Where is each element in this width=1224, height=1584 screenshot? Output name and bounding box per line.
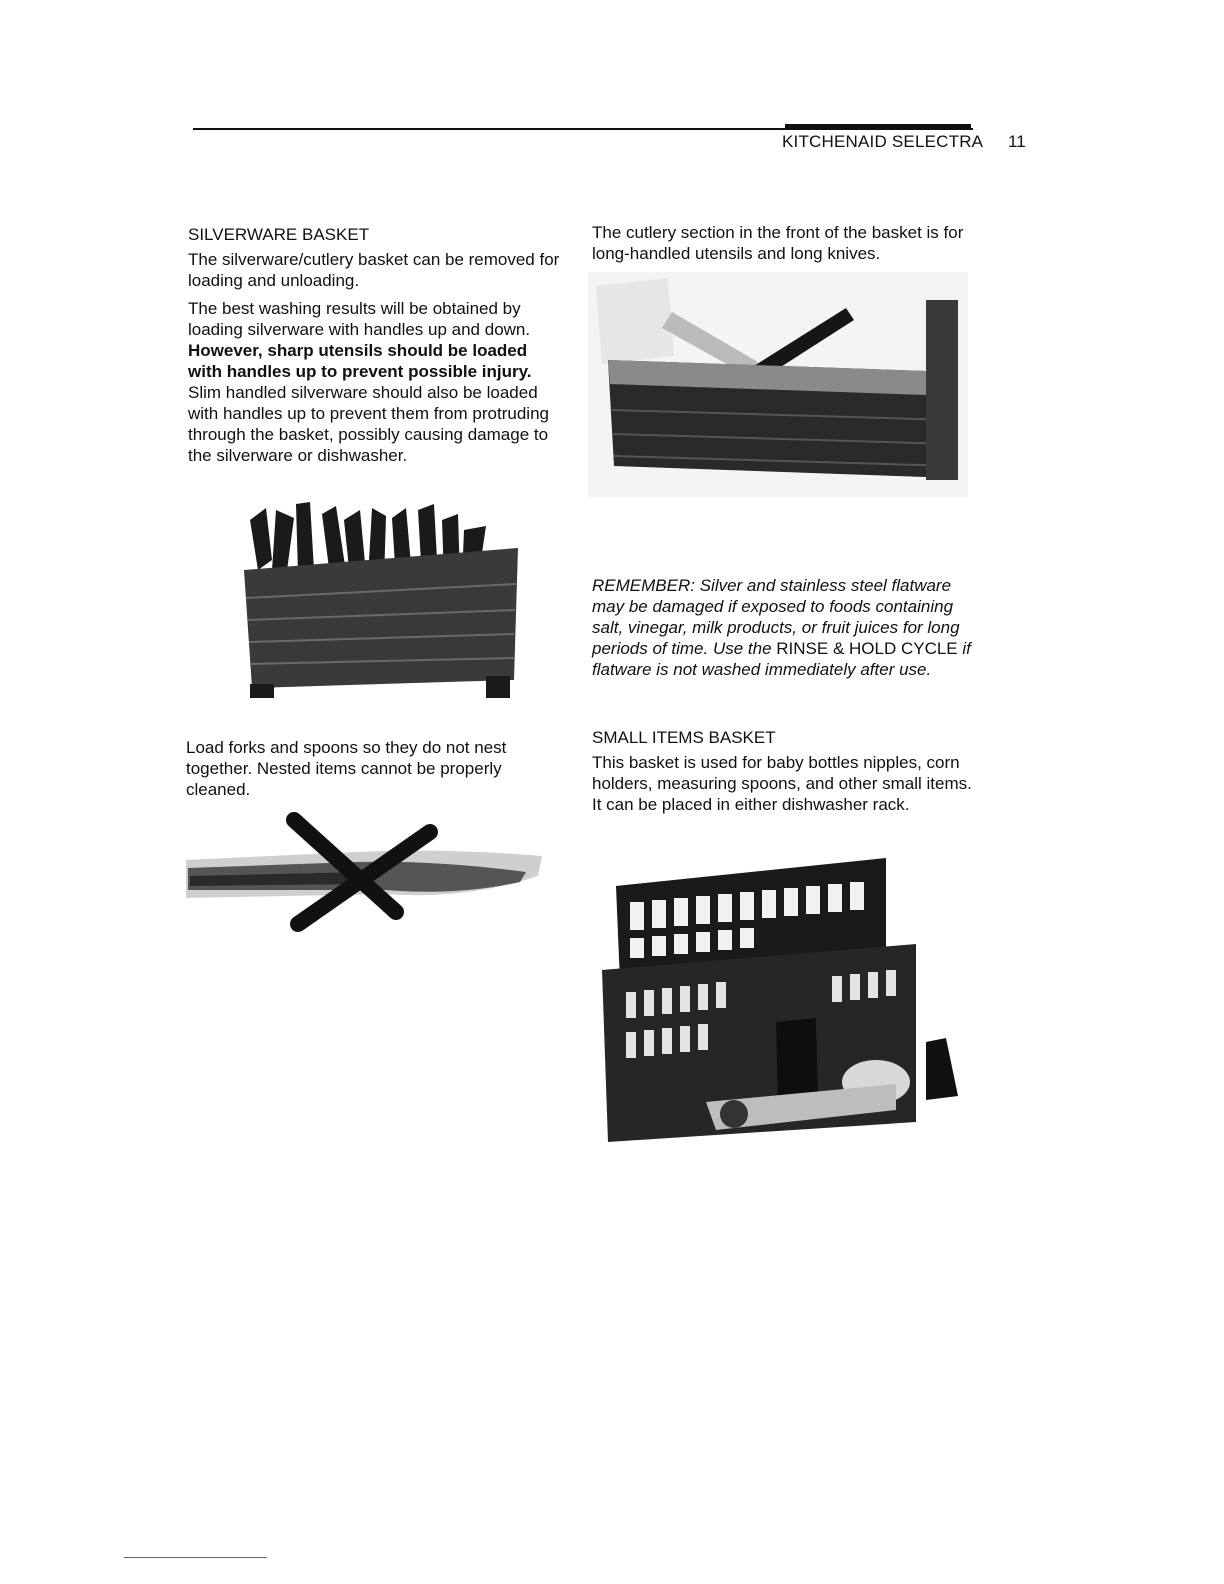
remember-label: REMEMBER: (592, 576, 695, 595)
cutlery-basket-photo (588, 272, 968, 497)
load-section (186, 737, 561, 807)
small-items-basket-photo (596, 852, 968, 1152)
small-items-heading: SMALL ITEMS BASKET (592, 728, 776, 747)
cutlery-section (592, 222, 972, 271)
remember-text-a: Silver and stainless steel flatware may be damaged if exposed to foods containing salt, vinegar, milk products, or fruit juices for long periods of time. Use the (592, 576, 960, 658)
para2-warning: However, sharp utensils should be loaded with handles up to prevent possible injury. (188, 341, 532, 381)
silverware-para1: The silverware/cutlery basket can be removed for loading and unloading. (188, 250, 560, 290)
page-number: 11 (1008, 132, 1026, 151)
silverware-heading: SILVERWARE BASKET (188, 225, 370, 244)
para2-start: The best washing results will be obtained by loading silverware with handles up and down. (188, 299, 531, 339)
cutlery-text: The cutlery section in the front of the basket is for long-handled utensils and long knives. (592, 223, 964, 263)
remember-cycle: RINSE & HOLD CYCLE (776, 639, 958, 658)
header-title: KITCHENAID SELECTRA (782, 132, 984, 151)
silverware-section (188, 224, 563, 473)
header-rule-accent (785, 124, 971, 129)
nested-forks-photo (186, 812, 546, 934)
remember-text-b: if flatware is not washed immediately after use. (592, 639, 971, 679)
para2-end: Slim handled silverware should also be loaded with handles up to prevent them from protruding through the basket, possibly causing damage to the silverware or dishwasher. (188, 383, 549, 465)
small-items-section (592, 727, 972, 822)
small-items-text: This basket is used for baby bottles nipples, corn holders, measuring spoons, and other small items. It can be placed in either dishwasher rack. (592, 753, 972, 814)
remember-note (592, 575, 972, 680)
load-text: Load forks and spoons so they do not nest together. Nested items cannot be properly cleaned. (186, 738, 507, 799)
silverware-basket-photo (236, 500, 526, 705)
footer-rule (124, 1557, 267, 1558)
silverware-para2 (188, 298, 563, 466)
